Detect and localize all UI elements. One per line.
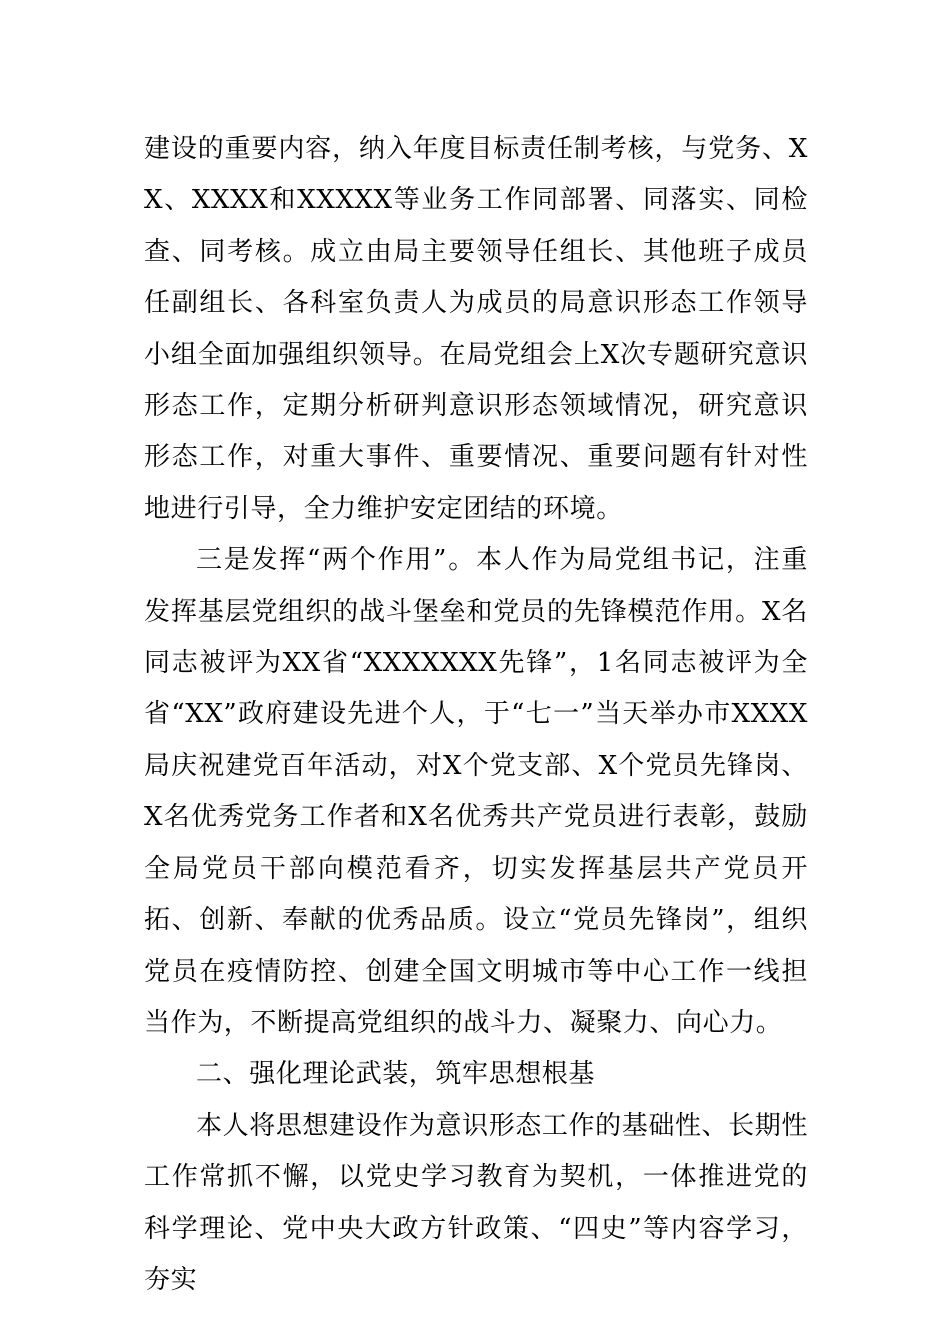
paragraph-continuation: 建设的重要内容，纳入年度目标责任制考核，与党务、XX、XXXX和XXXXX等业务工作同部署、同落实、同检查、同考核。成立由局主要领导任组长、其他班子成员任副组长、各科室负责人为成员的局意识形态工作领导小组全面加强组织领导。在局党组会上X次专题研究意识形态工作，定期分析研判意识形态领域情况，研究意识形态工作，对重大事件、重要情况、重要问题有针对性地进行引导，全力维护安定团结的环境。 [144,134,808,524]
paragraph-theory: 本人将思想建设作为意识形态工作的基础性、长期性工作常抓不懈，以党史学习教育为契机，一体推进党的科学理论、党中央大政方针政策、“四史”等内容学习，夯实 [144,1110,808,1295]
section-heading: 二、强化理论武装，筑牢思想根基 [196,1059,596,1090]
document-page [144,124,808,1306]
paragraph-two-roles: 三是发挥“两个作用”。本人作为局党组书记，注重发挥基层党组织的战斗堡垒和党员的先锋模范作用。X名同志被评为XX省“XXXXXXX先锋”，1名同志被评为全省“XX”政府建设先进个人，于“七一”当天举办市XXXX局庆祝建党百年活动，对X个党支部、X个党员先锋岗、X名优秀党务工作者和X名优秀共产党员进行表彰，鼓励全局党员干部向模范看齐，切实发挥基层共产党员开拓、创新、奉献的优秀品质。设立“党员先锋岗”，组织党员在疫情防控、创建全国文明城市等中心工作一线担当作为，不断提高党组织的战斗力、凝聚力、向心力。 [144,545,808,1038]
